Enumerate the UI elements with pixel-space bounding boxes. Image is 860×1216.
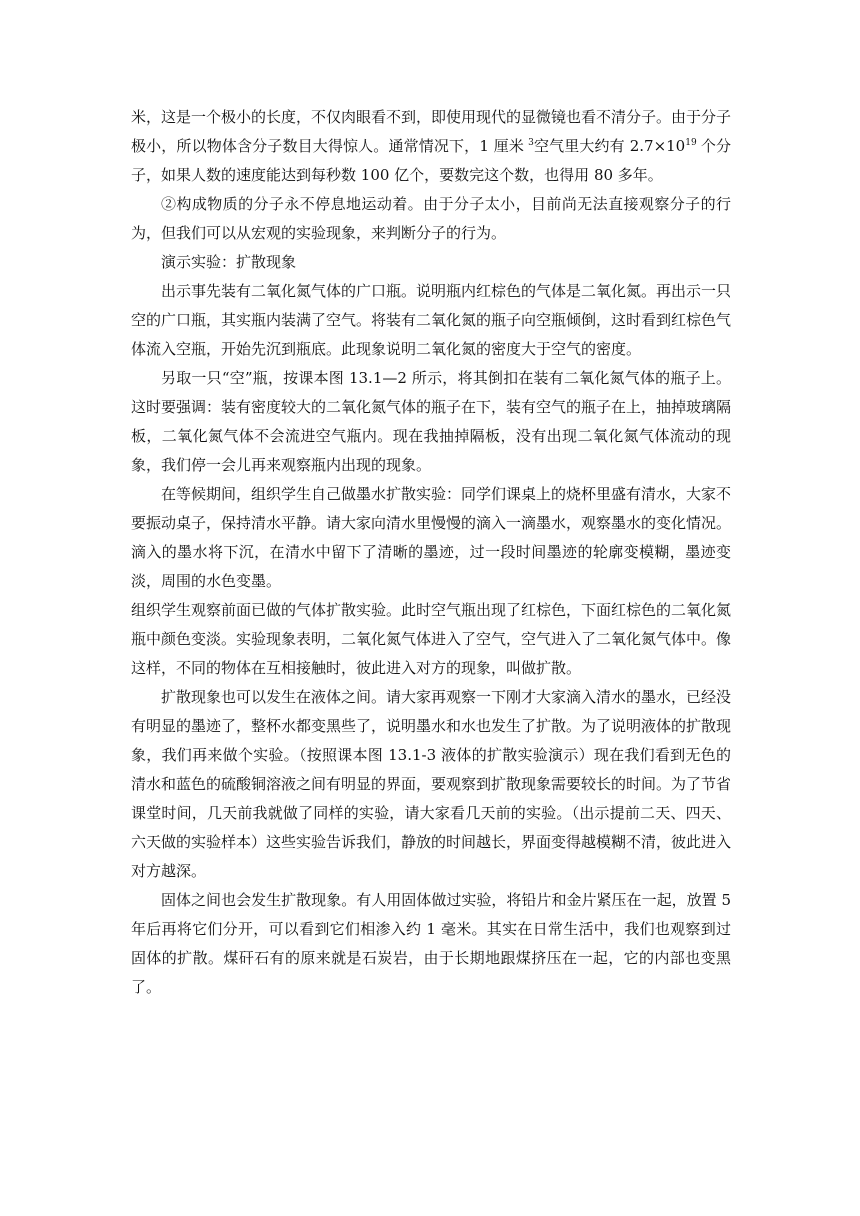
- document-page: [131, 103, 731, 1002]
- paragraph-demo-heading: 演示实验：扩散现象: [161, 253, 297, 271]
- paragraph-liquid-diffusion: 扩散现象也可以发生在液体之间。请大家再观察一下刚才大家滴入清水的墨水，已经没有明显的墨迹了，整杯水都变黑些了，说明墨水和水也发生了扩散。为了说明液体的扩散现象，我们再来做个实验。（按照课本图 13.1-3 液体的扩散实验演示）现在我们看到无色的清水和蓝色的硫酸铜溶液之间有明显的界面，要观察到扩散现象需要较长的时间。为了节省课堂时间，几天前我就做了同样的实验，请大家看几天前的实验。（出示提前二天、四天、六天做的实验样本）这些实验告诉我们，静放的时间越长，界面变得越模糊不清，彼此进入对方越深。: [131, 688, 732, 880]
- paragraph-ink-diffusion: 在等候期间，组织学生自己做墨水扩散实验：同学们课桌上的烧杯里盛有清水，大家不要振动桌子，保持清水平静。请大家向清水里慢慢的滴入一滴墨水，观察墨水的变化情况。滴入的墨水将下沉，在清水中留下了清晰的墨迹，过一段时间墨迹的轮廓变模糊，墨迹变淡，周围的水色变墨。: [131, 485, 732, 590]
- superscript-exponent: 19: [685, 138, 697, 148]
- paragraph-molecule-size-text-c: 个分子，如果人数的速度能达到每秒数 100 亿个，要数完这个数，也得用 80 多年。: [131, 137, 731, 184]
- paragraph-molecule-size-text-b: 空气里大约有 2.7×10: [533, 137, 686, 155]
- paragraph-molecule-size-text-a: 米，这是一个极小的长度，不仅肉眼看不到，即使用现代的显微镜也看不清分子。由于分子极小，所以物体含分子数目大得惊人。通常情况下，1 厘米: [131, 108, 732, 155]
- paragraph-inverted-bottle: 另取一只“空”瓶，按课本图 13.1—2 所示，将其倒扣在装有二氧化氮气体的瓶子上。这时要强调：装有密度较大的二氧化氮气体的瓶子在下，装有空气的瓶子在上，抽掉玻璃隔板，二氧化氮气体不会流进空气瓶内。现在我抽掉隔板，没有出现二氧化氮气体流动的现象，我们停一会儿再来观察瓶内出现的现象。: [131, 369, 732, 474]
- superscript-cube: 3: [528, 138, 534, 148]
- paragraph-molecule-size: [131, 103, 731, 190]
- paragraph-gas-bottle: 出示事先装有二氧化氮气体的广口瓶。说明瓶内红棕色的气体是二氧化氮。再出示一只空的广口瓶，其实瓶内装满了空气。将装有二氧化氮的瓶子向空瓶倾倒，这时看到红棕色气体流入空瓶，开始先沉到瓶底。此现象说明二氧化氮的密度大于空气的密度。: [131, 282, 732, 358]
- paragraph-molecule-motion: ②构成物质的分子永不停息地运动着。由于分子太小，目前尚无法直接观察分子的行为，但我们可以从宏观的实验现象，来判断分子的行为。: [131, 195, 731, 242]
- paragraph-gas-diffusion-result: 组织学生观察前面已做的气体扩散实验。此时空气瓶出现了红棕色，下面红棕色的二氧化氮瓶中颜色变淡。实验现象表明，二氧化氮气体进入了空气，空气进入了二氧化氮气体中。像这样，不同的物体在互相接触时，彼此进入对方的现象，叫做扩散。: [131, 601, 732, 677]
- paragraph-solid-diffusion: 固体之间也会发生扩散现象。有人用固体做过实验，将铅片和金片紧压在一起，放置 5 年后再将它们分开，可以看到它们相渗入约 1 毫米。其实在日常生活中，我们也观察到过固体的扩散。煤矸石有的原来就是石炭岩，由于长期地跟煤挤压在一起，它的内部也变黑了。: [131, 891, 731, 996]
